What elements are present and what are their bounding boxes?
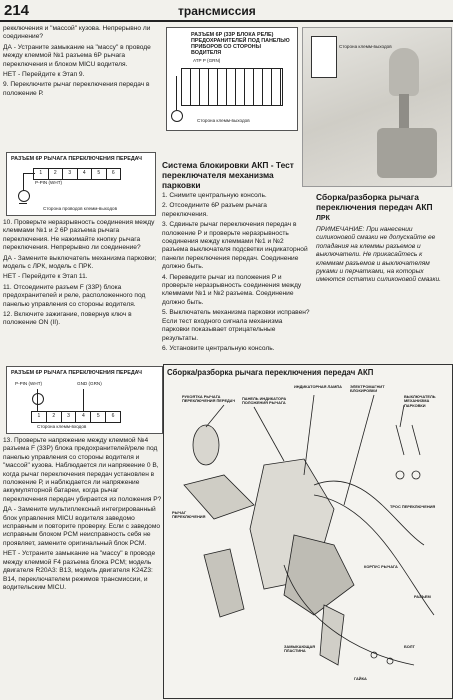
wire-label: ATP P (GRN) <box>193 58 221 63</box>
column-left-bottom <box>3 437 163 594</box>
paragraph: 4. Переведите рычаг из положения Р и проверьте неразрывность соединения между клеммами №1 и №2 разъема. Соединение должно быть. <box>162 273 302 306</box>
callout-label: ГАЙКА <box>354 676 367 681</box>
callout-label: БОЛТ <box>404 644 415 649</box>
diagram-title: РАЗЪЕМ 6Р РЫЧАГА ПЕРЕКЛЮЧЕНИЯ ПЕРЕДАЧ <box>11 370 142 376</box>
pin: 2 <box>47 412 62 422</box>
shifter-photo <box>302 27 452 187</box>
ground-icon <box>19 203 27 204</box>
callout-label: РАЗЪЕМ <box>414 594 431 599</box>
callout-label: ИНДИКАТОРНАЯ ЛАМПА <box>294 384 342 389</box>
wire <box>23 173 35 174</box>
pin: 1 <box>32 412 47 422</box>
callout-label: КОРПУС РЫЧАГА <box>364 564 398 569</box>
connector-diagram-2 <box>6 366 163 434</box>
wire-label: GND (GRN) <box>77 381 102 386</box>
callout-label: РУКОЯТКА РЫЧАГА ПЕРЕКЛЮЧЕНИЯ ПЕРЕДАЧ <box>182 394 236 404</box>
column-left-cont <box>3 219 163 330</box>
section-title: трансмиссия <box>178 4 256 18</box>
paragraph: ДА - Замените выключатель механизма парковки; модель с ЛРК, модель с ПРК. <box>3 254 157 271</box>
paragraph: 10. Проверьте неразрывность соединения между клеммами №1 и 2 6Р разъема рычага переключения. Не нажимайте кнопку рычага переключения. Непрерывно ли соединение? <box>3 219 155 252</box>
note-text: При нанесении силиконовой смазки не допускайте ее попадания на клеммы разъемов и выключатели. Не прикасайтесь к клеммам разъемов и выключателям руками и перчатками, на которых имеются остатки силиконовой смазки. <box>316 226 441 284</box>
paragraph: рекключения и "массой" кузова. Непрерывно ли соединение? <box>3 25 151 41</box>
diagram-title: РАЗЪЕМ 6Р (33Р БЛОКА РЕЛЕ) ПРЕДОХРАНИТЕЛЕЙ ПОД ПАНЕЛЬЮ ПРИБОРОВ СО СТОРОНЫ ВОДИТЕЛЯ <box>191 32 290 56</box>
wire <box>83 389 84 411</box>
wire-label: P-PIN (WHT) <box>15 381 43 386</box>
voltmeter-icon <box>171 110 183 122</box>
ohmmeter-icon <box>32 393 44 405</box>
page-header <box>0 0 453 22</box>
pin: 5 <box>92 169 107 179</box>
note-label: ПРИМЕЧАНИЕ: <box>316 226 365 233</box>
callout-label: ПАНЕЛЬ ИНДИКАТОРА ПОЛОЖЕНИЯ РЫЧАГА <box>242 396 287 406</box>
paragraph: 6. Установите центральную консоль. <box>162 344 275 352</box>
pin: 3 <box>62 412 77 422</box>
connector-6p <box>31 411 121 423</box>
diagram-title: РАЗЪЕМ 6Р РЫЧАГА ПЕРЕКЛЮЧЕНИЯ ПЕРЕДАЧ <box>11 156 142 162</box>
wire <box>176 76 177 110</box>
callout-label: ЭЛЕКТРОМАГНИТ БЛОКИРОВКИ <box>350 384 385 394</box>
pin: 3 <box>63 169 78 179</box>
assembly-diagram <box>163 364 453 699</box>
paragraph: 5. Выключатель механизма парковки исправен? Если тест входного сигнала механизма парковки показывает отрицательные результаты. <box>162 309 310 342</box>
column-right <box>316 192 451 287</box>
shift-knob <box>389 48 419 96</box>
pin: 4 <box>78 169 93 179</box>
pin: 1 <box>34 169 49 179</box>
pin: 2 <box>49 169 64 179</box>
paragraph: 3. Сдвиньте рычаг переключения передач в положение Р и проверьте неразрывность соединения между клеммами №1 и №2 разъема выключателя подсветки индикаторной панели переключения передач. Соединение должно быть. <box>162 221 308 271</box>
callout-label: ТРОС ПЕРЕКЛЮЧЕНИЯ <box>390 504 436 509</box>
pin: 6 <box>111 413 115 419</box>
paragraph: НЕТ - Перейдите к Этап 9. <box>3 71 85 79</box>
callout-label: ВЫКЛЮЧАТЕЛЬ МЕХАНИЗМА ПАРКОВКИ <box>404 394 436 408</box>
subheading: ЛРК <box>316 215 330 222</box>
section-heading: Сборка/разборка рычага переключения передач АКП <box>316 192 433 212</box>
pin: 4 <box>76 412 91 422</box>
callout-label: ЗАМЫКАЮЩАЯ ПЛАСТИНА <box>284 644 316 654</box>
pin: 5 <box>91 412 106 422</box>
connector-sketch <box>311 36 337 78</box>
connector-33p <box>181 68 283 106</box>
connector-6p <box>33 168 121 180</box>
paragraph: НЕТ - Перейдите к Этап 11. <box>3 273 88 281</box>
paragraph: 11. Отсоедините разъем F (33Р) блока предохранителей и реле, расположенного под панелью управления со стороны водителя. <box>3 283 146 308</box>
paragraph: 1. Снимите центральную консоль. <box>162 192 267 199</box>
paragraph: 12. Включите зажигание, повернув ключ в положение ON (II). <box>3 311 132 327</box>
photo-caption: Сторона клемм-выходов <box>339 44 392 49</box>
paragraph: 9. Переключите рычаг переключения передач в положение Р. <box>3 81 150 97</box>
pin: 6 <box>111 170 115 176</box>
column-left <box>3 25 163 100</box>
wire <box>23 173 24 191</box>
diagram-caption: Сторона клемм-выходов <box>197 118 250 123</box>
diagram-caption: Сторона проводов клемм-выходов <box>43 206 118 211</box>
paragraph: 13. Проверьте напряжение между клеммой №4 разъема F (33Р) блока предохранителей/реле под панелью управления со стороны водителя и "массой" кузова. Наблюдается ли напряжение 0 В, когда рычаг переключения передач установлен в положение Р, и наблюдается ли напряжение аккумуляторной батареи, когда рычаг переключения передач убирается из положения Р? <box>3 437 162 503</box>
shifter-base <box>377 128 437 178</box>
paragraph: ДА - Замените мультиплексный интегрированный блок управления MICU водителя заведомо исправным и повторите проверку. Если с заведомо исправным блоком PCM неисправность себя не проявляет, замените оригинальный блок PCM. <box>3 506 161 547</box>
column-middle <box>162 160 310 355</box>
connector-diagram-3 <box>166 27 298 131</box>
paragraph: НЕТ - Устраните замыкание на "массу" в проводе между клеммой F4 разъема блока PCM; модель двигателя R20A3: В13, модель двигателя K24Z3: В14, переключателем режимов трансмиссии, и водительским MICU. <box>3 550 156 591</box>
connector-diagram-1 <box>6 152 156 216</box>
paragraph: ДА - Устраните замыкание на "массу" в проводе между клеммой №1 разъема 6Р рычага переключения и блоком MICU водителя. <box>3 43 151 68</box>
section-heading: Система блокировки АКП - Тест переключателя механизма парковки <box>162 160 294 190</box>
wire-label: P-PIN (WHT) <box>35 180 63 185</box>
paragraph: 2. Отсоедините 6Р разъем рычага переключения. <box>162 202 267 218</box>
diagram-caption: Сторона клемм-входов <box>37 424 87 429</box>
header-rule <box>0 20 453 22</box>
page-number: 214 <box>4 2 30 19</box>
callout-label: РЫЧАГ ПЕРЕКЛЮЧЕНИЯ <box>172 510 206 520</box>
assembly-title: Сборка/разборка рычага переключения передач АКП <box>167 368 374 377</box>
ohmmeter-icon <box>18 190 30 202</box>
